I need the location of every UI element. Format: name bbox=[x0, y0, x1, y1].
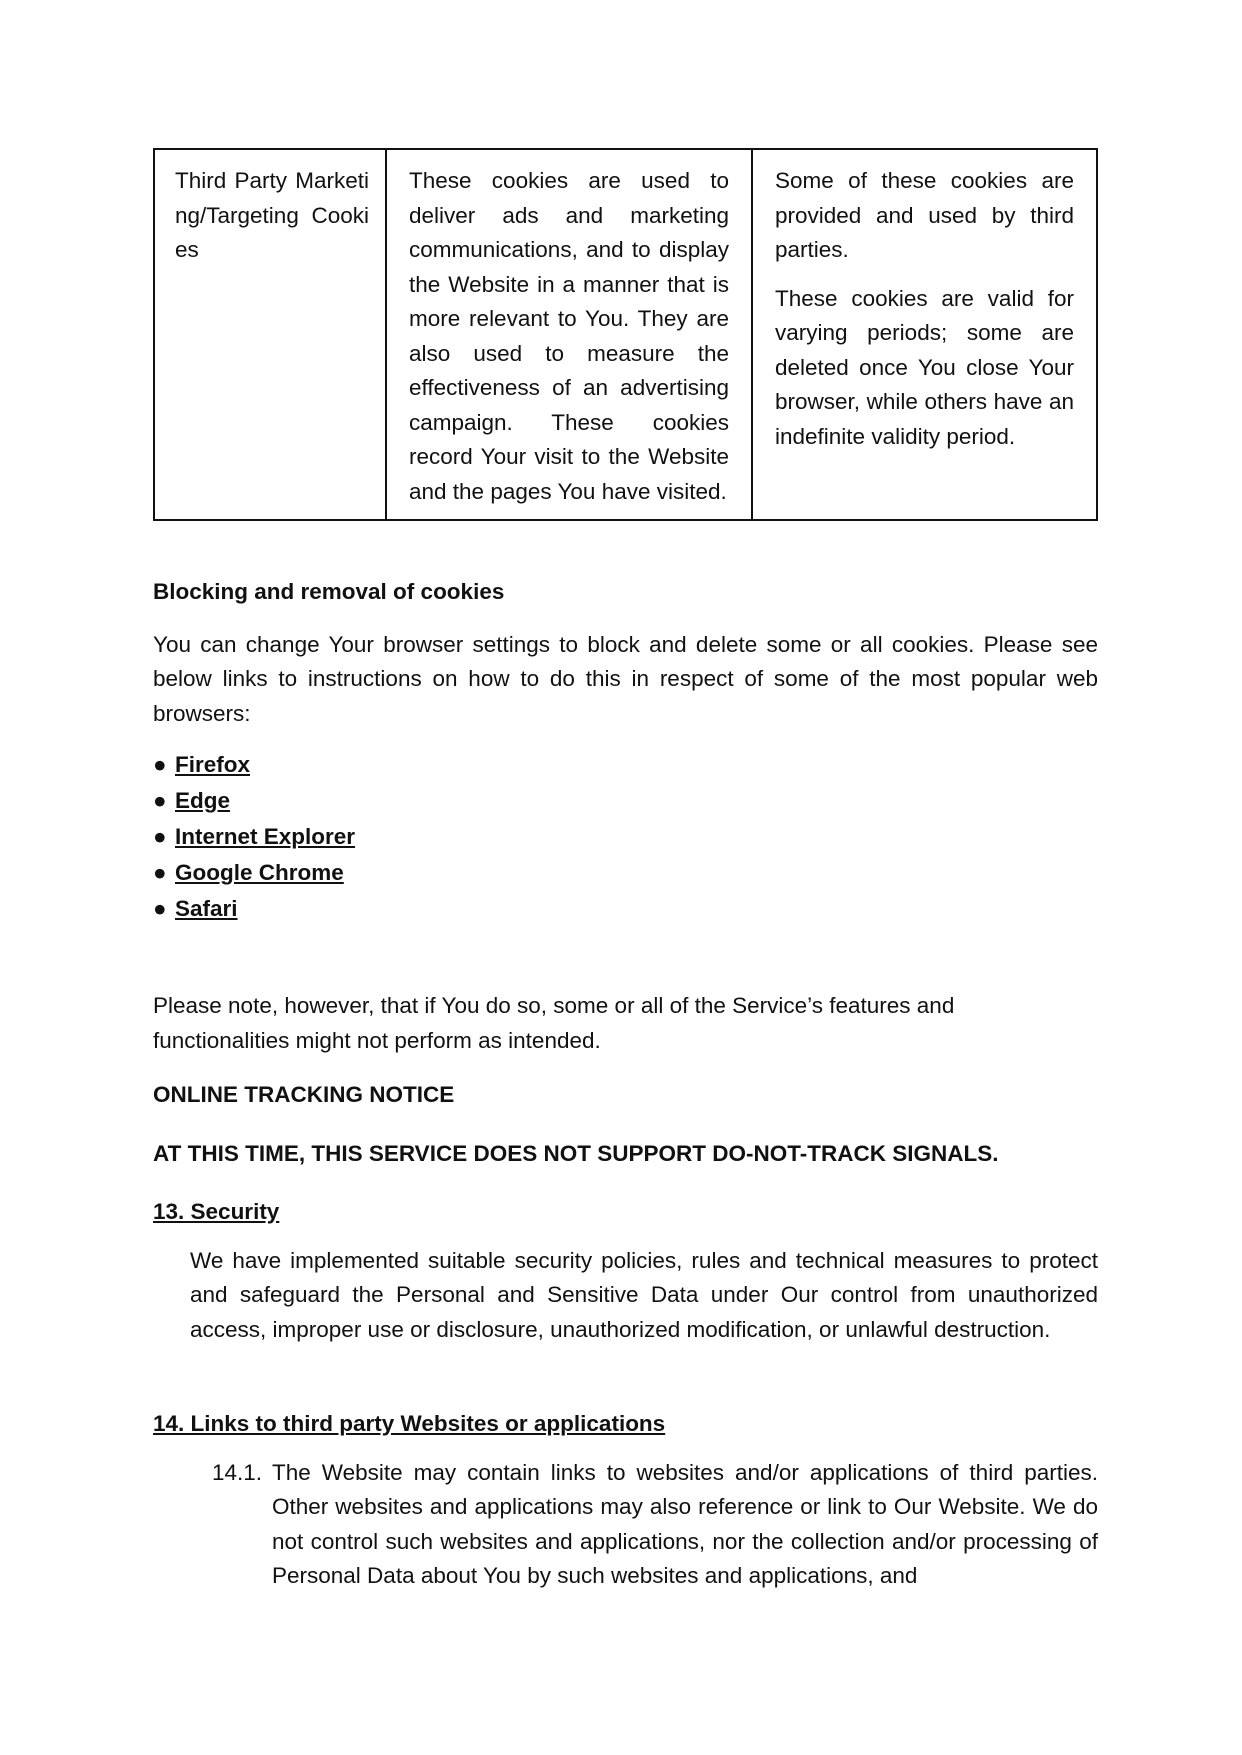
cookie-provider-text: Some of these cookies are provided and used by third parties. bbox=[775, 168, 1074, 262]
document-body bbox=[153, 148, 1098, 1594]
cookie-description-text: These cookies are used to deliver ads and marketing communications, and to display the Website in a manner that is more relevant to You. They are also used to measure the effectiveness of an advertising campaign. These cookies record Your visit to the Website and the pages You have visited. bbox=[409, 168, 729, 504]
list-item bbox=[153, 891, 1098, 927]
cookie-type-cell bbox=[154, 149, 386, 520]
third-party-links-heading: 14. Links to third party Websites or applications bbox=[153, 1411, 666, 1436]
clause-number: 14.1. bbox=[212, 1459, 263, 1485]
tracking-statement: AT THIS TIME, THIS SERVICE DOES NOT SUPPORT DO-NOT-TRACK SIGNALS. bbox=[153, 1140, 999, 1166]
internet-explorer-link[interactable]: Internet Explorer bbox=[175, 824, 356, 849]
table-row bbox=[154, 149, 1097, 520]
security-heading: 13. Security bbox=[153, 1199, 280, 1224]
blocking-intro: You can change Your browser settings to block and delete some or all cookies. Please see below links to instructions on how to do this in respect of some of the most popular web browsers: bbox=[153, 631, 1098, 726]
firefox-link[interactable]: Firefox bbox=[175, 752, 251, 777]
list-item bbox=[153, 819, 1098, 855]
bullet-icon: ● bbox=[153, 752, 167, 777]
cookie-provider-cell bbox=[752, 149, 1097, 520]
security-text: We have implemented suitable security policies, rules and technical measures to protect and safeguard the Personal and Sensitive Data under Our control from unauthorized access, improper use or disclosure, unauthorized modification, or unlawful destruction. bbox=[190, 1247, 1098, 1342]
clause-14-1 bbox=[153, 1456, 1098, 1594]
google-chrome-link[interactable]: Google Chrome bbox=[175, 860, 344, 885]
edge-link[interactable]: Edge bbox=[175, 788, 231, 813]
blocking-note: Please note, however, that if You do so, some or all of the Service’s features and functionalities might not perform as intended. bbox=[153, 993, 955, 1053]
list-item bbox=[153, 783, 1098, 819]
bullet-icon: ● bbox=[153, 788, 167, 813]
cookie-validity-text: These cookies are valid for varying periods; some are deleted once You close Your browser, while others have an indefinite validity period. bbox=[775, 285, 1074, 449]
bullet-icon: ● bbox=[153, 860, 167, 885]
tracking-heading: ONLINE TRACKING NOTICE bbox=[153, 1082, 455, 1107]
clause-text: The Website may contain links to websites and/or applications of third parties. Other websites and applications may also reference or link to Our Website. We do not control such websites and applications, nor the collection and/or processing of Personal Data about You by such websites and applications, and bbox=[272, 1459, 1098, 1588]
cookie-table bbox=[153, 148, 1098, 521]
browser-links-list bbox=[153, 747, 1098, 927]
bullet-icon: ● bbox=[153, 824, 167, 849]
cookie-description-cell bbox=[386, 149, 752, 520]
cookie-type-text: Third Party Marketing/Targeting Cookies bbox=[175, 168, 369, 262]
list-item bbox=[153, 747, 1098, 783]
safari-link[interactable]: Safari bbox=[175, 896, 238, 921]
blocking-heading: Blocking and removal of cookies bbox=[153, 579, 505, 604]
list-item bbox=[153, 855, 1098, 891]
bullet-icon: ● bbox=[153, 896, 167, 921]
